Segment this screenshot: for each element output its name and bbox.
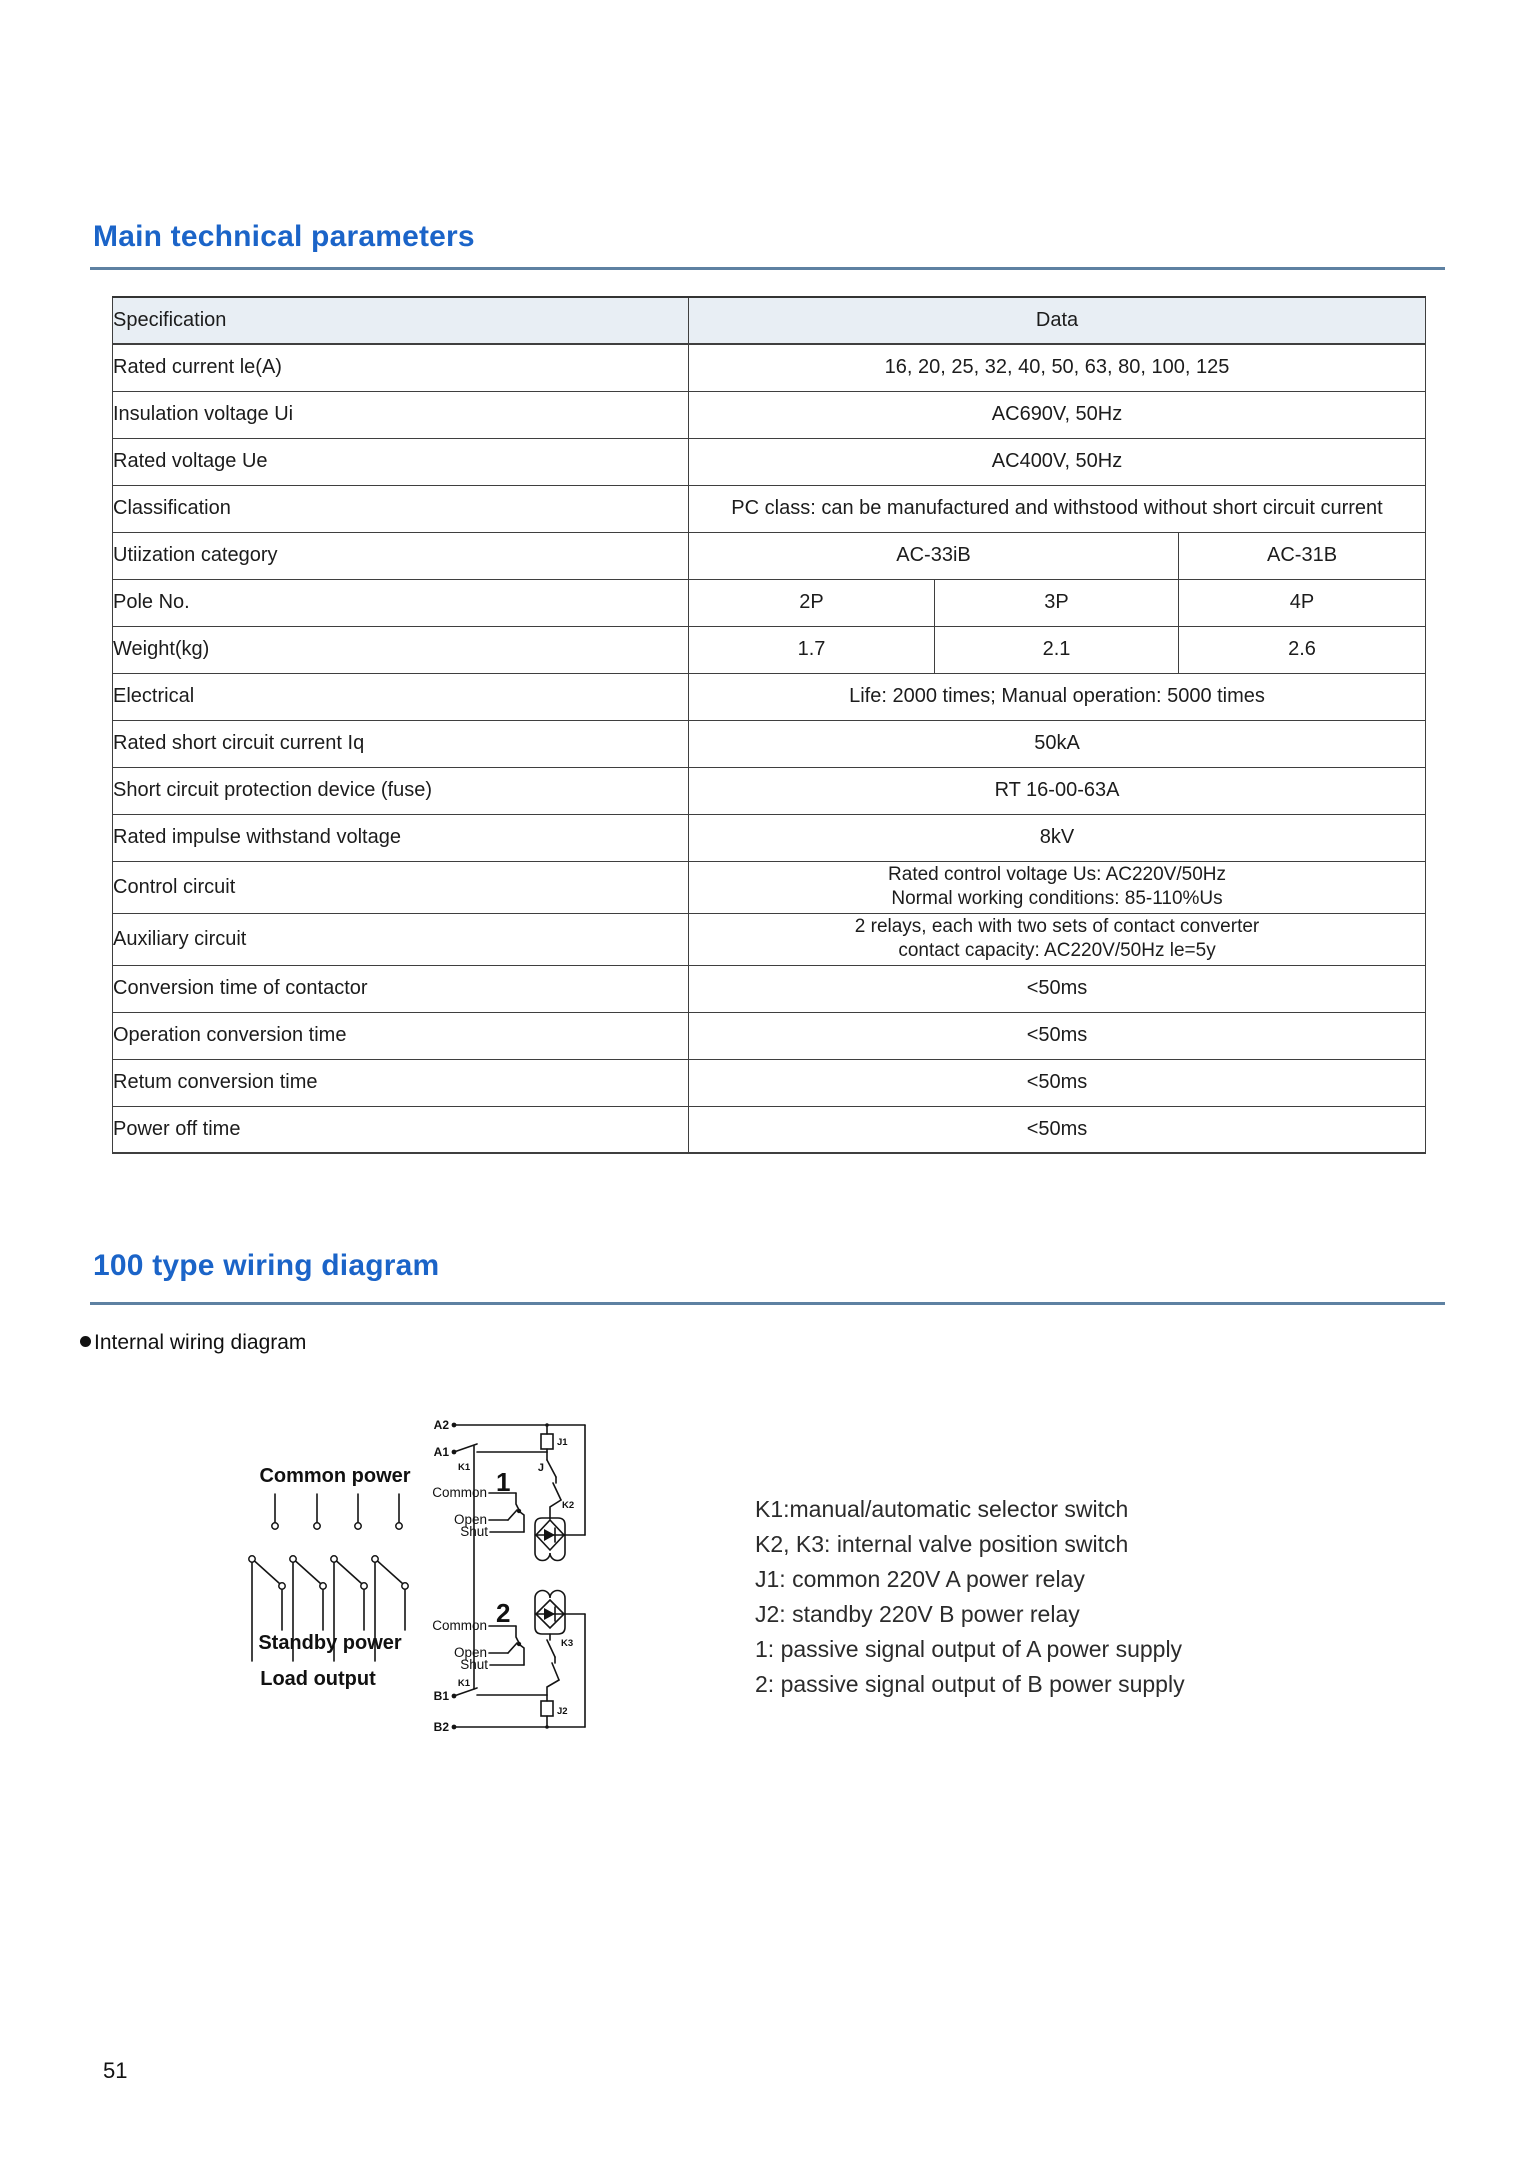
spec-cell: Weight(kg) (113, 626, 689, 673)
load-output-label: Load output (260, 1668, 376, 1690)
spec-cell: Rated voltage Ue (113, 438, 689, 485)
table-row (113, 579, 1426, 626)
table-row (113, 720, 1426, 767)
a2-terminal-label: A2 (433, 1418, 449, 1432)
k1-bottom-label: K1 (457, 1678, 470, 1689)
section-rule (90, 267, 1445, 270)
data-cell: 3P (935, 579, 1179, 626)
spec-cell: Operation conversion time (113, 1012, 689, 1059)
data-cell: 1.7 (689, 626, 935, 673)
table-row (113, 913, 1426, 965)
section-rule (90, 1302, 1445, 1305)
j-contact-label: J (537, 1462, 544, 1474)
page-number: 51 (103, 2058, 128, 2083)
legend-line: 2: passive signal output of B power supply (755, 1671, 1185, 1697)
table-header-row (113, 297, 1426, 344)
data-cell: RT 16-00-63A (689, 767, 1426, 814)
common1-label: Common (432, 1485, 487, 1500)
internal-wiring-diagram (225, 1408, 605, 1753)
spec-cell: Conversion time of contactor (113, 965, 689, 1012)
group2-number: 2 (496, 1598, 511, 1628)
table-row (113, 391, 1426, 438)
data-cell: PC class: can be manufactured and withstood without short circuit current (689, 485, 1426, 532)
data-cell: AC-33iB (689, 532, 1179, 579)
bullet-icon (80, 1336, 91, 1347)
table-row (113, 532, 1426, 579)
shut2-label: Shut (460, 1657, 488, 1672)
open1-label: Open (453, 1512, 487, 1527)
spec-cell: Control circuit (113, 861, 689, 913)
group1-number: 1 (496, 1467, 511, 1497)
table-row (113, 814, 1426, 861)
k2-switch-label: K2 (562, 1500, 575, 1511)
common2-label: Common (432, 1618, 487, 1633)
spec-cell: Retum conversion time (113, 1059, 689, 1106)
data-line: Rated control voltage Us: AC220V/50Hz (888, 864, 1226, 885)
data-line: Normal working conditions: 85-110%Us (891, 888, 1223, 909)
data-cell: AC690V, 50Hz (689, 391, 1426, 438)
spec-cell: Short circuit protection device (fuse) (113, 767, 689, 814)
legend-line: J2: standby 220V B power relay (755, 1601, 1080, 1627)
spec-cell: Power off time (113, 1106, 689, 1153)
data-line: 2 relays, each with two sets of contact converter (854, 916, 1260, 937)
table-row (113, 626, 1426, 673)
spec-cell: Insulation voltage Ui (113, 391, 689, 438)
data-cell: 2P (689, 579, 935, 626)
b1-terminal-label: B1 (433, 1689, 449, 1703)
wiring-subtitle (80, 1331, 306, 1355)
common-power-label: Common power (259, 1465, 411, 1487)
diagram-legend (755, 1492, 1185, 1702)
j2-relay-label: J2 (557, 1706, 568, 1717)
data-cell: AC-31B (1179, 532, 1426, 579)
legend-line: J1: common 220V A power relay (755, 1566, 1085, 1592)
data-cell: <50ms (689, 1106, 1426, 1153)
data-header-cell: Data (689, 297, 1426, 344)
section-title-parameters: Main technical parameters (93, 220, 475, 253)
spec-header-cell: Specification (113, 297, 689, 344)
k1-top-label: K1 (458, 1462, 471, 1473)
spec-cell: Rated short circuit current Iq (113, 720, 689, 767)
table-row (113, 767, 1426, 814)
data-cell: 2.1 (935, 626, 1179, 673)
table-row (113, 485, 1426, 532)
b2-terminal-label: B2 (433, 1720, 449, 1734)
legend-line: 1: passive signal output of A power supply (755, 1636, 1183, 1662)
spec-cell: Auxiliary circuit (113, 913, 689, 965)
parameters-table (112, 296, 1426, 1154)
shut1-label: Shut (460, 1524, 488, 1539)
data-cell: AC400V, 50Hz (689, 438, 1426, 485)
data-cell (689, 861, 1426, 913)
table-row (113, 673, 1426, 720)
a1-terminal-label: A1 (433, 1445, 449, 1459)
data-cell: 2.6 (1179, 626, 1426, 673)
section-title-wiring: 100 type wiring diagram (93, 1249, 440, 1282)
spec-cell: Classification (113, 485, 689, 532)
data-cell: <50ms (689, 1012, 1426, 1059)
table-row (113, 1106, 1426, 1153)
spec-cell: Rated current le(A) (113, 344, 689, 391)
data-cell: 4P (1179, 579, 1426, 626)
table-row (113, 1059, 1426, 1106)
data-cell: <50ms (689, 1059, 1426, 1106)
data-cell: 50kA (689, 720, 1426, 767)
table-row (113, 1012, 1426, 1059)
wiring-subtitle-label: Internal wiring diagram (94, 1331, 307, 1354)
table-row (113, 344, 1426, 391)
spec-cell: Rated impulse withstand voltage (113, 814, 689, 861)
data-cell: 8kV (689, 814, 1426, 861)
open2-label: Open (453, 1645, 487, 1660)
data-cell: <50ms (689, 965, 1426, 1012)
table-row (113, 861, 1426, 913)
parameters-table-wrapper (112, 296, 1426, 1154)
table-row (113, 438, 1426, 485)
spec-cell: Electrical (113, 673, 689, 720)
data-line: contact capacity: AC220V/50Hz le=5y (898, 940, 1216, 961)
table-row (113, 965, 1426, 1012)
data-cell: 16, 20, 25, 32, 40, 50, 63, 80, 100, 125 (689, 344, 1426, 391)
spec-cell: Utiization category (113, 532, 689, 579)
legend-line: K1:manual/automatic selector switch (755, 1496, 1129, 1522)
legend-line: K2, K3: internal valve position switch (755, 1531, 1129, 1557)
control-circuit-drawing (452, 1423, 585, 1730)
j1-relay-label: J1 (557, 1437, 568, 1448)
data-cell: Life: 2000 times; Manual operation: 5000 times (689, 673, 1426, 720)
k3-switch-label: K3 (561, 1638, 574, 1649)
data-cell (689, 913, 1426, 965)
spec-cell: Pole No. (113, 579, 689, 626)
standby-power-label: Standby power (258, 1632, 402, 1654)
